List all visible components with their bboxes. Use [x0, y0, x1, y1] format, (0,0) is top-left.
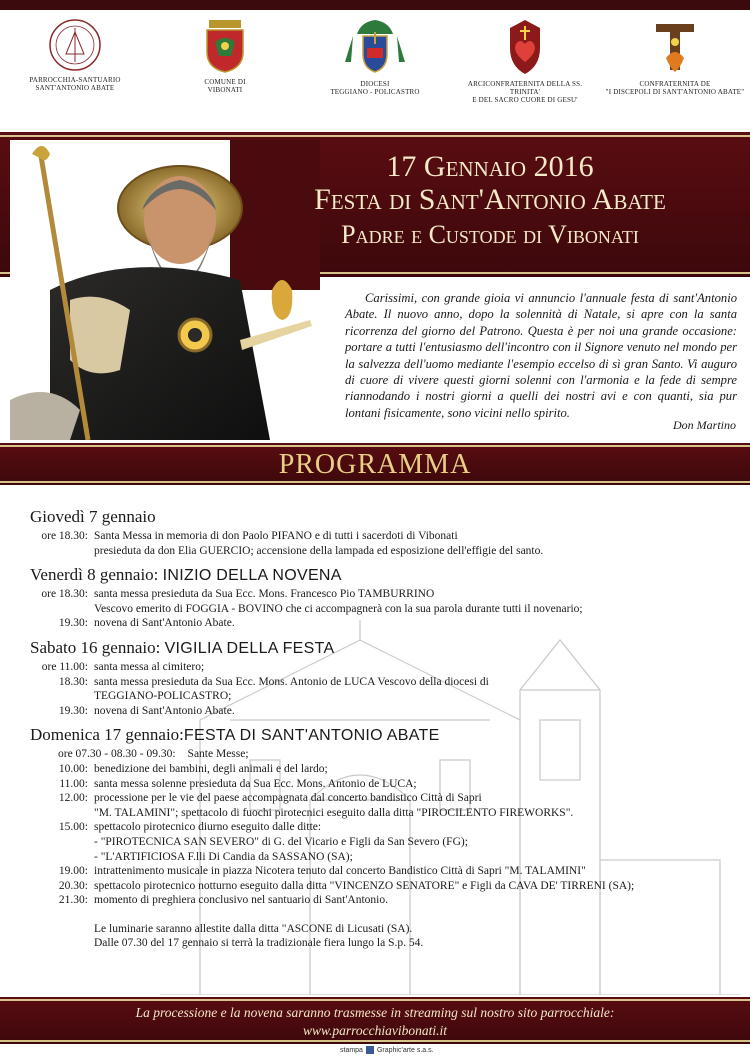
schedule-row — [30, 602, 730, 617]
schedule-row — [30, 806, 730, 821]
schedule-time: ore 11.00: — [41, 660, 88, 673]
program-day — [30, 724, 730, 908]
schedule-text: - "L'ARTIFICIOSA F.lli Di Candia da SASSANO (SA); — [94, 850, 353, 863]
gold-stripe — [0, 135, 750, 137]
top-border — [0, 0, 750, 10]
schedule-row — [30, 864, 730, 879]
schedule-row — [30, 660, 730, 675]
schedule-text: benedizione dei bambini, degli animali e del lardo; — [94, 762, 328, 775]
event-date: 17 Gennaio 2016 — [386, 150, 594, 183]
schedule-text: Santa Messa in memoria di don Paolo PIFANO e di tutti i sacerdoti di Vibonati — [94, 530, 458, 542]
day-label: Venerdì 8 gennaio: — [30, 565, 159, 585]
schedule-text: - "PIROTECNICA SAN SEVERO" di G. del Vicario e Figli da San Severo (FG); — [94, 835, 468, 848]
schedule-time — [30, 689, 94, 704]
schedule-text: novena di Sant'Antonio Abate. — [94, 704, 235, 717]
schedule-text: santa messa presieduta da Sua Ecc. Mons. Antonio de LUCA Vescovo della diocesi di — [94, 675, 489, 688]
schedule-text: "M. TALAMINI"; spettacolo di fuochi pirotecnici eseguito dalla ditta "PIROCILENTO FIREWORKS". — [94, 806, 574, 819]
logo-caption: DIOCESI TEGGIANO - POLICASTRO — [330, 80, 420, 96]
schedule-row — [30, 616, 730, 631]
gold-stripe — [0, 1040, 750, 1042]
schedule-text: momento di preghiera conclusivo nel santuario di Sant'Antonio. — [94, 894, 388, 907]
logo-caption: COMUNE DI VIBONATI — [204, 78, 246, 94]
pastor-letter: Carissimi, con grande gioia vi annuncio l'annuale festa di sant'Antonio Abate. Il nuovo anno, dopo la solennità di Natale, si apre con la santa ricorrenza del giorno del Patrono. Questa è per noi una grande occasione: portare a tutti l'entusiasmo dell'incontro con il Signore venuto nel mondo per la salvezza dell'uomo mediante l'esempio eccelso di sì gran Santo. Vi auguro di cuore di vivere questi giorni solenni con l'armonia e la fede di sempre riannodando i nostri giorni a quelli dei nostri avi e con quanti, sia pur lontani fisicamente, sono vicini nello spirito. — [345, 291, 737, 420]
schedule-text: santa messa solenne presieduta da Sua Ecc. Mons. Antonio de LUCA; — [94, 777, 417, 790]
schedule-time: 20.30: — [58, 879, 88, 892]
schedule-row — [30, 675, 730, 690]
logo-caption: PARROCCHIA-SANTUARIO SANT'ANTONIO ABATE — [29, 76, 121, 92]
day-highlight: INIZIO DELLA NOVENA — [162, 567, 342, 585]
schedule-text: intrattenimento musicale in piazza Nicotera tenuto dal concerto Bandistico Città di Sapri "M. TALAMINI" — [94, 865, 586, 878]
schedule-row — [30, 689, 730, 704]
schedule-text: TEGGIANO-POLICASTRO; — [94, 690, 232, 703]
schedule-row — [30, 879, 730, 894]
program-title: PROGRAMMA — [278, 449, 472, 480]
gold-stripe — [0, 481, 750, 483]
event-subtitle: Padre e Custode di Vibonati — [341, 220, 639, 249]
schedule-time: 19.30: — [58, 617, 88, 630]
schedule-row — [30, 762, 730, 777]
schedule-row — [30, 850, 730, 865]
gold-stripe — [0, 445, 750, 447]
day-heading — [30, 637, 730, 660]
schedule-time: 15.00: — [58, 821, 88, 834]
schedule-row — [30, 893, 730, 908]
schedule-row — [30, 835, 730, 850]
program-notes — [30, 922, 730, 951]
credit-printer: Graphic'arte s.a.s. — [376, 1046, 434, 1054]
schedule-row — [30, 704, 730, 719]
program-day — [30, 506, 730, 558]
streaming-notice: La processione e la novena saranno trasmesse in streaming sul nostro sito parrocchiale: — [135, 1005, 615, 1020]
schedule-time — [30, 544, 94, 559]
gold-stripe — [0, 999, 750, 1001]
schedule-time — [30, 806, 94, 821]
schedule-text: spettacolo pirotecnico diurno eseguito dalle ditte: — [94, 821, 322, 834]
schedule-text: processione per le vie del paese accompagnata dal concerto bandistico Città di Sapri — [94, 792, 482, 805]
program-day — [30, 564, 730, 631]
schedule-row — [30, 529, 730, 544]
schedule-text: Sante Messe; — [187, 748, 249, 761]
sacred-heart-icon — [500, 18, 550, 76]
schedule-time: 10.00: — [58, 762, 88, 775]
logo-diocese — [305, 18, 445, 96]
program-day — [30, 637, 730, 718]
schedule-text: spettacolo pirotecnico notturno eseguito dalla ditta "VINCENZO SENATORE" e Figli da CAVA DE' TIRRENI (SA); — [94, 879, 635, 892]
schedule-row — [30, 587, 730, 602]
day-heading — [30, 564, 730, 587]
day-highlight: VIGILIA DELLA FESTA — [164, 639, 335, 657]
event-title: Festa di Sant'Antonio Abate — [314, 183, 666, 216]
schedule-time: 12.00: — [58, 792, 88, 805]
schedule-time: ore 18.30: — [41, 530, 88, 542]
program-list — [30, 500, 730, 951]
credit-label: stampa — [340, 1046, 363, 1054]
schedule-text: presieduta da don Elia GUERCIO; accensione della lampada ed esposizione dell'effigie del santo. — [94, 544, 544, 557]
schedule-row — [30, 544, 730, 559]
schedule-time — [30, 850, 94, 865]
logo-town — [155, 18, 295, 94]
schedule-time: 21.30: — [58, 894, 88, 907]
letter-signature: Don Martino — [673, 418, 736, 432]
schedule-time: 19.00: — [58, 865, 88, 878]
schedule-text: santa messa al cimitero; — [94, 660, 205, 673]
schedule-time: 19.30: — [58, 704, 88, 717]
diocese-coat-icon — [343, 18, 407, 76]
schedule-row — [30, 791, 730, 806]
day-highlight: FESTA DI SANT'ANTONIO ABATE — [183, 727, 440, 745]
schedule-row — [30, 820, 730, 835]
schedule-text: santa messa presieduta da Sua Ecc. Mons. Francesco Pio TAMBURRINO — [94, 588, 435, 601]
schedule-time: ore 07.30 - 08.30 - 09.30: — [58, 748, 176, 761]
schedule-time: 18.30: — [58, 675, 88, 688]
logo-caption: CONFRATERNITA DE "I DISCEPOLI DI SANT'ANTONIO ABATE" — [605, 80, 745, 96]
logo-archconfraternity — [455, 18, 595, 104]
logo-row — [0, 18, 750, 118]
schedule-time — [30, 835, 94, 850]
tau-cross-icon — [650, 18, 700, 76]
logo-parish — [5, 18, 145, 92]
schedule-row — [30, 747, 730, 762]
town-crest-icon — [201, 18, 249, 74]
schedule-time — [30, 602, 94, 617]
logo-caption: ARCICONFRATERNITA DELLA SS. TRINITA' E DEL SACRO CUORE DI GESU' — [467, 80, 583, 104]
program-note: Le luminarie saranno allestite dalla ditta "ASCONE di Licusati (SA). — [94, 922, 413, 935]
schedule-text: novena di Sant'Antonio Abate. — [94, 617, 235, 630]
parish-seal-icon — [48, 18, 102, 72]
day-label: Giovedì 7 gennaio — [30, 507, 156, 526]
schedule-text: Vescovo emerito di FOGGIA - BOVINO che ci accompagnerà con la sua parola durante tutti il novenario; — [94, 602, 583, 615]
day-label: Domenica 17 gennaio: — [30, 725, 184, 745]
schedule-row — [30, 777, 730, 792]
website-link[interactable]: www.parrocchiavibonati.it — [303, 1023, 447, 1038]
day-heading — [30, 724, 730, 747]
day-label: Sabato 16 gennaio: — [30, 637, 161, 657]
program-note: Dalle 07.30 del 17 gennaio si terrà la tradizionale fiera lungo la S.p. 54. — [94, 937, 424, 950]
schedule-time: ore 18.30: — [41, 588, 88, 601]
day-heading — [30, 506, 730, 529]
facebook-icon — [366, 1046, 374, 1054]
printer-credit — [340, 1046, 434, 1054]
logo-confraternity — [605, 18, 745, 96]
schedule-time: 11.00: — [59, 777, 88, 790]
